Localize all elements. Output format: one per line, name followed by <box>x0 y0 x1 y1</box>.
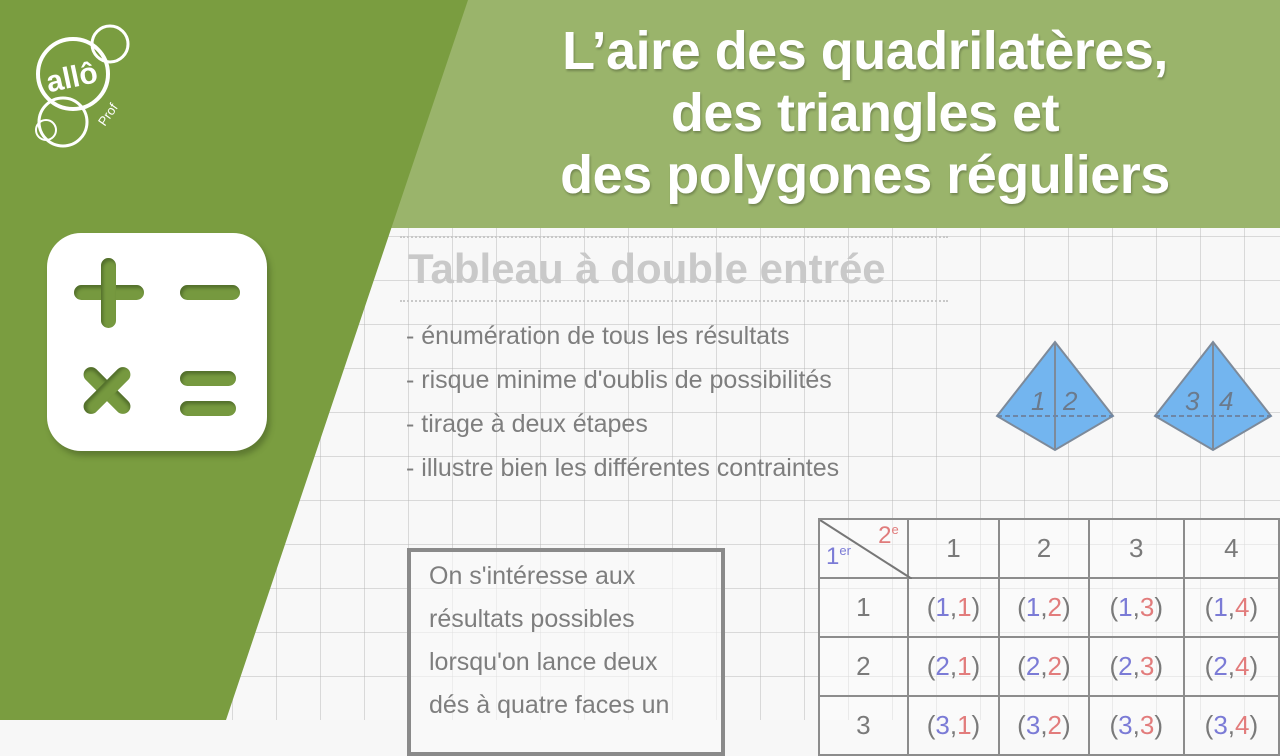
note-line: On s'intéresse aux <box>429 562 636 590</box>
bullet-list <box>406 314 839 490</box>
math-operators-icon <box>47 233 267 451</box>
table-cell: (2,2) <box>999 637 1089 696</box>
row-header: 1 <box>819 578 908 637</box>
table-cell: (1,4) <box>1184 578 1279 637</box>
table-cell: (2,3) <box>1089 637 1184 696</box>
row-header: 2 <box>819 637 908 696</box>
note-line: dés à quatre faces un <box>429 691 670 719</box>
note-line: résultats possibles <box>429 605 635 633</box>
column-header: 1 <box>908 519 999 578</box>
bullet-item: - risque minime d'oublis de possibilités <box>406 366 832 394</box>
second-die-label: 2e <box>878 522 899 549</box>
bullet-item: - tirage à deux étapes <box>406 410 648 438</box>
bullet-item: - énumération de tous les résultats <box>406 322 790 350</box>
table-cell: (3,2) <box>999 696 1089 755</box>
video-title <box>470 20 1260 206</box>
die-face-label: 4 <box>1219 386 1234 416</box>
column-header: 3 <box>1089 519 1184 578</box>
tetrahedron-die-1 <box>995 340 1115 457</box>
allo-prof-logo <box>28 22 138 152</box>
equals-icon <box>180 371 236 386</box>
table-cell: (3,1) <box>908 696 999 755</box>
die-face-label: 3 <box>1185 386 1200 416</box>
svg-text:Prof: Prof <box>94 100 121 129</box>
table-row <box>819 637 1279 696</box>
table-cell: (2,1) <box>908 637 999 696</box>
title-line: des polygones réguliers <box>560 145 1170 205</box>
note-line: lorsqu'on lance deux <box>429 648 658 676</box>
table-corner-cell <box>819 519 908 578</box>
die-face-label: 2 <box>1063 386 1078 416</box>
bullet-item: - illustre bien les différentes contraintes <box>406 454 840 482</box>
double-entry-table <box>818 518 1280 756</box>
table-cell: (3,4) <box>1184 696 1279 755</box>
table-cell: (1,1) <box>908 578 999 637</box>
row-header: 3 <box>819 696 908 755</box>
table-cell: (3,3) <box>1089 696 1184 755</box>
column-header: 4 <box>1184 519 1279 578</box>
table-row <box>819 696 1279 755</box>
title-line: des triangles et <box>670 83 1060 143</box>
table-row <box>819 578 1279 637</box>
minus-icon <box>180 285 240 300</box>
note-box <box>407 548 725 756</box>
table-cell: (1,2) <box>999 578 1089 637</box>
table-cell: (1,3) <box>1089 578 1184 637</box>
slide-heading: Tableau à double entrée <box>400 236 948 302</box>
first-die-label: 1er <box>826 543 851 570</box>
tetrahedron-die-2 <box>1153 340 1273 457</box>
table-cell: (2,4) <box>1184 637 1279 696</box>
title-line: L’aire des quadrilatères, <box>562 21 1168 81</box>
svg-text:allô: allô <box>43 56 101 100</box>
column-header: 2 <box>999 519 1089 578</box>
table-header-row <box>819 519 1279 578</box>
die-face-label: 1 <box>1031 386 1046 416</box>
